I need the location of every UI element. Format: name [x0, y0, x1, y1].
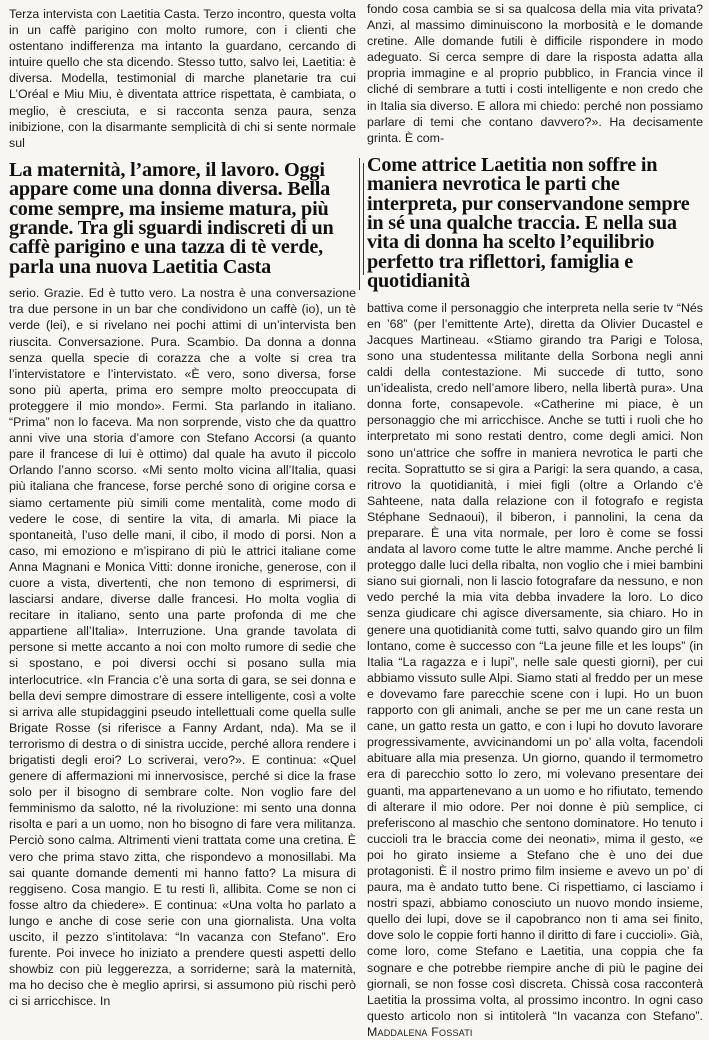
- body-paragraph-right-text: battiva come il personaggio che interpreta nella serie tv “Nés en ’68” (per l’emittente Arte), diretta da Olivier Ducastel e Jacques Martineau. «Stiamo girando tra Parigi e Tolosa, sono una studentessa militante della Sorbona negli anni caldi della contestazione. Mi succede di tutto, sono un’idealista, credo nell’amore libero, nella libertà pura». Una donna forte, consapevole. «Catherine mi piace, è un personaggio che mi arricchisce. Anche se tutti i ruoli che ho interpretato mi sono restati dentro, come degli amici. Non sono un’attrice che soffre in maniera nevrotica le parti che recita. Soprattutto se si gira a Parigi: la sera quando, a casa, ritrovo la quotidianità, i miei figli (oltre a Orlando c’è Sahteene, nata dalla relazione con il fotografo e regista Stéphane Sednaoui), il biberon, i pannolini, la cena da preparare. È una vita normale, per loro è come se fossi andata al lavoro come tutte le altre mamme. Anche perché li proteggo dalle luci della ribalta, non voglio che i miei bambini siano sui giornali, non li lascio fotografare da nessuno, e non vedo perché la mia vita debba invadere la loro. Lo dico senza giudicare chi agisce diversamente, sia chiaro. Ho in genere una quotidianità come tutti, salvo quando giro un film lontano, come è successo con “La jeune fille et les loups” (in Italia “La ragazza e i lupi”, nelle sale questi giorni), per cui abbiamo vissuto sulle Alpi. Siamo stati al freddo per un mese e dovevamo fare parecchie scene con i lupi. Ho un buon rapporto con gli animali, anche se per me un cane resta un cane, un gatto resta un gatto, e con i lupi ho dovuto lavorare progressivamente, avvicinandomi un po’ alla volta, facendoli abituare alla mia presenza. Un giorno, quando il termometro era di parecchio sotto lo zero, mi volevano presentare dei guanti, ma appartenevano a un uomo e ho rifiutato, temendo di alterare il mio odore. Per noi donne è più semplice, ci preferiscono al maschio che sentono dominatore. Ho tenuto i cuccioli tra le braccia come dei neonati», mima il gesto, «e poi ho girato insieme a Stefano che è uno dei due protagonisti. È il nostro primo film insieme e avevo un po’ di paura, ma è andato tutto bene. Ci rispettiamo, ci lasciamo i nostri spazi, abbiamo conosciuto un nuovo mondo insieme, quello dei lupi, dove se il capobranco non ti ama sei finito, dove solo le coppie forti hanno il diritto di fare i cuccioli». Già, come loro, come Stefano e Laetitia, una coppia che fa sognare e che potrebbe riempire anche di più le pagine dei giornali, se non fosse così discreta. Chissà cosa racconterà Laetitia la prossima volta, al prossimo incontro. In ogni caso questo articolo non si intitolerà “In vacanza con Stefano”.: [367, 300, 703, 1023]
- author-signature: Maddalena Fossati: [367, 1024, 473, 1039]
- left-column: [9, 0, 356, 1010]
- continuation-paragraph: fondo cosa cambia se si sa qualcosa della mia vita privata? Anzi, al massimo diminuiscono la morbosità e le domande cretine. Alle domande futili è difficile rispondere in modo adeguato. Si cerca sempre di dare la risposta adatta alla propria immagine e al proprio pubblico, in Francia vince il cliché di sembrare a tutti i costi intelligente e non credo che in Italia sia diverso. E allora mi chiedo: perché non possiamo parlare di temi che contano davvero?». Ha decisamente grinta. È com-: [367, 2, 703, 145]
- pull-quote-right: [367, 153, 703, 293]
- body-paragraph-right: [367, 300, 703, 1040]
- pull-quote-left-text: La maternità, l’amore, il lavoro. Oggi appare come una donna diversa. Bella come sempre, ma insieme matura, più grande. Tra gli sguardi indiscreti di un caffè parigino e una tazza di tè verde, parla una nuova Laetitia Casta: [9, 158, 334, 278]
- intro-paragraph: Terza intervista con Laetitia Casta. Terzo incontro, questa volta in un caffè parigino con molto rumore, con i clienti che ostentano indifferenza ma intanto la guardano, cercando di intuire quello che sta dicendo. Stesso tutto, salvo lei, Laetitia: è diversa. Modella, testimonial di marche planetarie tra cui L’Oréal e Miu Miu, è diventata attrice rispettata, è cambiata, o meglio, è cresciuta, e si racconta senza paura, senza inibizione, con la disarmante semplicità di chi si sente normale sul: [9, 7, 356, 150]
- body-paragraph-left: serio. Grazie. Ed è tutto vero. La nostra è una conversazione tra due persone in un bar che condividono un caffè (io), un tè verde (lei), e si rivelano nei pochi attimi di un’intervista ben riuscita. Conversazione. Pura. Scambio. Da donna a donna senza quella specie di corazza che a volte si crea tra l’intervistatore e l’intervistato. «È vero, sono diversa, forse sono più aperta, prima ero sempre molto preoccupata di proteggere il mio mondo». Fermi. Sta parlando in italiano. “Prima” non lo faceva. Ma non sorprende, visto che da quattro anni vive una storia d’amore con Stefano Accorsi (a quanto pare il francese di lui è ottimo) dal quale ha avuto il piccolo Orlando l’anno scorso. «Mi sento molto vicina all’Italia, quasi più italiana che francese, forse perché sono di origine corsa e siamo certamente più simili come mentalità, come modo di vedere le cose, di sentire la vita, di amarla. Mi piace la spontaneità, l’uso delle mani, il cibo, il modo di porsi. Non a caso, mi emoziono e m’ispirano di più le attrici italiane come Anna Magnani e Monica Vitti: donne ironiche, generose, con il cuore a vista, divertenti, che non temono di esprimersi, di lasciarsi andare, diverse dalle francesi. Ho molta voglia di recitare in italiano, sento una parte profonda di me che appartiene all’Italia». Interruzione. Una grande tavolata di persone si mette accanto a noi con molto rumore di sedie che si spostano, e poi diversi occhi si posano sulla mia interlocutrice. «In Francia c’è una sorta di gara, se sei donna e bella devi sempre dimostrare di essere intelligente, così a volte si arriva alle stupidaggini pseudo intellettuali come quella sulle Brigate Rosse (si riferisce a Fanny Ardant, nda). Ma se il terrorismo di destra o di sinistra uccide, perché allora rendere i brigatisti degli eroi? Lo scriverai, vero?». E continua: «Quel genere di affermazioni mi innervosisce, perché si dice la frase solo per il bisogno di sembrare colte. Non voglio fare del femminismo da salotto, né la rivoluzione: mi sento una donna risolta e pari a un uomo, non ho bisogno di fare vera militanza. Perciò sono calma. Altrimenti vieni trattata come una cretina. È vero che prima stavo zitta, che rispondevo a monosillabi. Ma sai quante domande dementi mi hanno fatto? La misura di reggiseno. Cosa mangio. E tu resti lì, allibita. Come se non ci fosse altro da chiedere». E continua: «Una volta ho parlato a lungo e anche di cose serie con una giornalista. Una volta uscito, il pezzo s’intitolava: “In vacanza con Stefano”. Ero furente. Poi invece ho iniziato a prendere questi aspetti dello showbiz con più leggerezza, a sorriderne; sarà la maternità, ma ho deciso che è meglio aprirsi, si assumono più rischi però ci si arricchisce. In: [9, 286, 356, 1009]
- right-column: [367, 0, 703, 1040]
- pull-quote-right-text: Come attrice Laetitia non soffre in maniera nevrotica le parti che interpreta, pur conservandone sempre in sé una qualche traccia. E nella sua vita di donna ha scelto l’equilibrio perfetto tra riflettori, famiglia e quotidianità: [367, 153, 690, 293]
- pull-quote-left-rule: [363, 163, 364, 275]
- pull-quote-left: [9, 158, 356, 278]
- pull-quote-right-rule: [359, 158, 360, 290]
